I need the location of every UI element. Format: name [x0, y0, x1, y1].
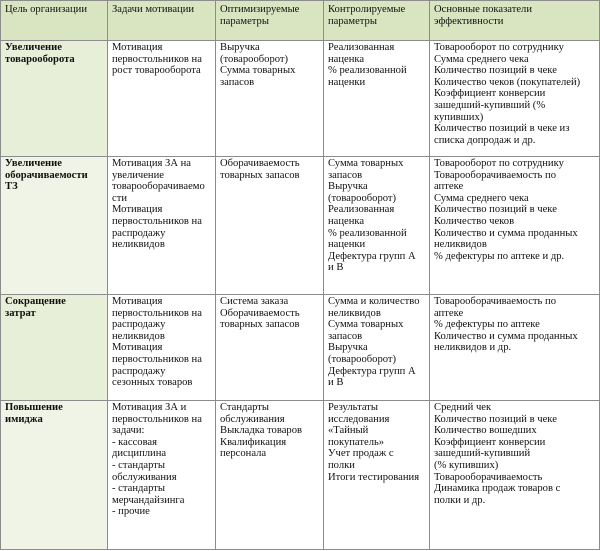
cell-line: наценка	[328, 215, 365, 227]
header-row	[1, 1, 600, 41]
cell-line: неликвидов	[112, 330, 165, 342]
goal-cell	[1, 295, 108, 401]
cell-line: наценки	[328, 239, 366, 251]
cell-line: Товарооборот по сотруднику	[434, 158, 564, 169]
cell-line: Итоги тестирования	[328, 471, 420, 483]
cell-line: Оборачиваемость	[220, 307, 300, 319]
cell-line: сезонных товаров	[112, 377, 193, 389]
cell-line: покупатель»	[328, 436, 385, 448]
cell-line: Выручка	[328, 342, 368, 354]
cell-line: Оборачиваемость	[220, 158, 300, 169]
tasks-cell	[108, 157, 216, 295]
optimized-cell	[216, 401, 324, 550]
cell-line: запасов	[328, 330, 363, 342]
cell-line: Количество позиций в чеке из	[434, 123, 570, 135]
cell-line: Динамика продаж товаров с	[434, 483, 561, 495]
cell-line: товарных запасов	[220, 319, 300, 331]
cell-line: неликвидов	[328, 307, 381, 319]
cell-line: Количество и сумма проданных	[434, 330, 578, 342]
cell-line: товарооборачиваемо	[112, 181, 205, 193]
header-kpi	[430, 1, 600, 41]
cell-line: Реализованная	[328, 42, 395, 53]
cell-line: наценки	[328, 76, 366, 88]
cell-line: распродажу	[112, 365, 166, 377]
cell-line: запасов	[220, 76, 255, 88]
cell-line: Сумма товарных	[328, 158, 404, 169]
cell-line: Увеличение	[5, 158, 62, 169]
kpi-cell	[430, 295, 600, 401]
cell-line: Коэффициент конверсии	[434, 88, 546, 100]
cell-line: Мотивация	[112, 342, 163, 354]
cell-line: первостольников на	[112, 353, 202, 365]
cell-line: имиджа	[5, 413, 43, 425]
cell-line: зашедший-купивший	[434, 448, 531, 460]
cell-line: Мотивация ЗА и	[112, 402, 187, 413]
cell-line: Сокращение	[5, 296, 66, 307]
header-text: эффективности	[434, 15, 504, 27]
cell-line: «Тайный	[328, 425, 369, 437]
cell-line: оборачиваемости	[5, 169, 88, 181]
optimized-cell	[216, 157, 324, 295]
cell-line: Количество вошедших	[434, 425, 537, 437]
cell-line: Повышение	[5, 402, 63, 413]
cell-line: Увеличение	[5, 42, 62, 53]
cell-line: - кассовая	[112, 436, 158, 448]
cell-line: неликвидов	[112, 239, 165, 251]
cell-line: зашедший-купивший (%	[434, 99, 546, 111]
header-text: Задачи мотивации	[112, 4, 195, 15]
cell-line: Количество позиций в чеке	[434, 65, 557, 77]
cell-line: (% купивших)	[434, 459, 499, 471]
header-text: Оптимизируемые	[220, 4, 300, 15]
tasks-cell	[108, 295, 216, 401]
cell-line: персонала	[220, 448, 267, 460]
cell-line: неликвидов и др.	[434, 342, 512, 354]
header-text: Контролируемые	[328, 4, 406, 15]
controlled-cell	[324, 295, 430, 401]
cell-line: Средний чек	[434, 402, 492, 413]
kpi-cell	[430, 401, 600, 550]
cell-line: (товарооборот)	[328, 192, 397, 204]
cell-line: первостольников на	[112, 307, 202, 319]
cell-line: Реализованная	[328, 204, 395, 216]
cell-line: - стандарты	[112, 459, 166, 471]
cell-line: Сумма среднего чека	[434, 53, 529, 65]
cell-line: (товарооборот)	[220, 53, 289, 65]
cell-line: Квалификация	[220, 436, 287, 448]
tasks-cell	[108, 41, 216, 157]
controlled-cell	[324, 401, 430, 550]
cell-line: и В	[328, 377, 344, 389]
optimized-cell	[216, 41, 324, 157]
cell-line: купивших)	[434, 111, 484, 123]
cell-line: Дефектура групп А	[328, 365, 416, 377]
cell-line: распродажу	[112, 319, 166, 331]
kpi-cell	[430, 157, 600, 295]
cell-line: Сумма товарных	[220, 65, 296, 77]
cell-line: исследования	[328, 413, 390, 425]
cell-line: Результаты	[328, 402, 379, 413]
cell-line: Мотивация	[112, 296, 163, 307]
header-optimized	[216, 1, 324, 41]
header-text: параметры	[220, 15, 269, 27]
cell-line: (товарооборот)	[328, 353, 397, 365]
cell-line: Товарооборачиваемость по	[434, 296, 556, 307]
header-text: Основные показатели	[434, 4, 533, 15]
cell-line: неликвидов	[434, 239, 487, 251]
cell-line: - стандарты	[112, 483, 166, 495]
cell-line: % реализованной	[328, 65, 407, 77]
controlled-cell	[324, 41, 430, 157]
cell-line: полки	[328, 459, 355, 471]
table-body	[1, 41, 600, 550]
cell-line: Товарооборачиваемость	[434, 471, 543, 483]
cell-line: % дефектуры по аптеке	[434, 319, 540, 331]
tasks-cell	[108, 401, 216, 550]
cell-line: Товарооборачиваемость по	[434, 169, 556, 181]
cell-line: увеличение	[112, 169, 164, 181]
cell-line: Сумма и количество	[328, 296, 420, 307]
cell-line: Количество позиций в чеке	[434, 204, 557, 216]
table-row	[1, 41, 600, 157]
cell-line: Количество и сумма проданных	[434, 227, 578, 239]
cell-line: Коэффициент конверсии	[434, 436, 546, 448]
cell-line: ТЗ	[5, 181, 18, 193]
kpi-cell	[430, 41, 600, 157]
cell-line: аптеке	[434, 307, 464, 319]
header-text: параметры	[328, 15, 377, 27]
header-text: Цель организации	[5, 4, 87, 15]
cell-line: запасов	[328, 169, 363, 181]
table-row	[1, 157, 600, 295]
optimized-cell	[216, 295, 324, 401]
cell-line: рост товарооборота	[112, 65, 201, 77]
table-row	[1, 401, 600, 550]
cell-line: первостольников на	[112, 215, 202, 227]
cell-line: сти	[112, 192, 128, 204]
cell-line: Количество позиций в чеке	[434, 413, 557, 425]
cell-line: Выручка	[220, 42, 260, 53]
cell-line: списка допродаж и др.	[434, 134, 536, 146]
cell-line: Количество чеков	[434, 215, 515, 227]
cell-line: дисциплина	[112, 448, 167, 460]
header-tasks	[108, 1, 216, 41]
cell-line: - прочие	[112, 506, 150, 518]
header-goal	[1, 1, 108, 41]
cell-line: товарооборота	[5, 53, 75, 65]
cell-line: % дефектуры по аптеке и др.	[434, 250, 565, 262]
cell-line: Мотивация	[112, 204, 163, 216]
goal-cell	[1, 401, 108, 550]
cell-line: Товарооборот по сотруднику	[434, 42, 564, 53]
cell-line: Выкладка товаров	[220, 425, 302, 437]
cell-line: первостольников на	[112, 53, 202, 65]
controlled-cell	[324, 157, 430, 295]
cell-line: и В	[328, 262, 344, 274]
goal-cell	[1, 157, 108, 295]
cell-line: Сумма товарных	[328, 319, 404, 331]
header-controlled	[324, 1, 430, 41]
cell-line: Количество чеков (покупателей)	[434, 76, 581, 88]
cell-line: аптеке	[434, 181, 464, 193]
cell-line: наценка	[328, 53, 365, 65]
cell-line: первостольников на	[112, 413, 202, 425]
cell-line: задачи:	[112, 425, 145, 437]
cell-line: Мотивация	[112, 42, 163, 53]
cell-line: Учет продаж с	[328, 448, 394, 460]
cell-line: распродажу	[112, 227, 166, 239]
cell-line: Выручка	[328, 181, 368, 193]
cell-line: Сумма среднего чека	[434, 192, 529, 204]
cell-line: Система заказа	[220, 296, 289, 307]
cell-line: обслуживания	[220, 413, 285, 425]
cell-line: товарных запасов	[220, 169, 300, 181]
table-row	[1, 295, 600, 401]
cell-line: Стандарты	[220, 402, 270, 413]
cell-line: полки и др.	[434, 494, 486, 506]
cell-line: обслуживания	[112, 471, 177, 483]
cell-line: % реализованной	[328, 227, 407, 239]
cell-line: мерчандайзинга	[112, 494, 185, 506]
cell-line: затрат	[5, 307, 36, 319]
cell-line: Дефектура групп А	[328, 250, 416, 262]
table-header	[1, 1, 600, 41]
cell-line: Мотивация ЗА на	[112, 158, 192, 169]
goal-cell	[1, 41, 108, 157]
